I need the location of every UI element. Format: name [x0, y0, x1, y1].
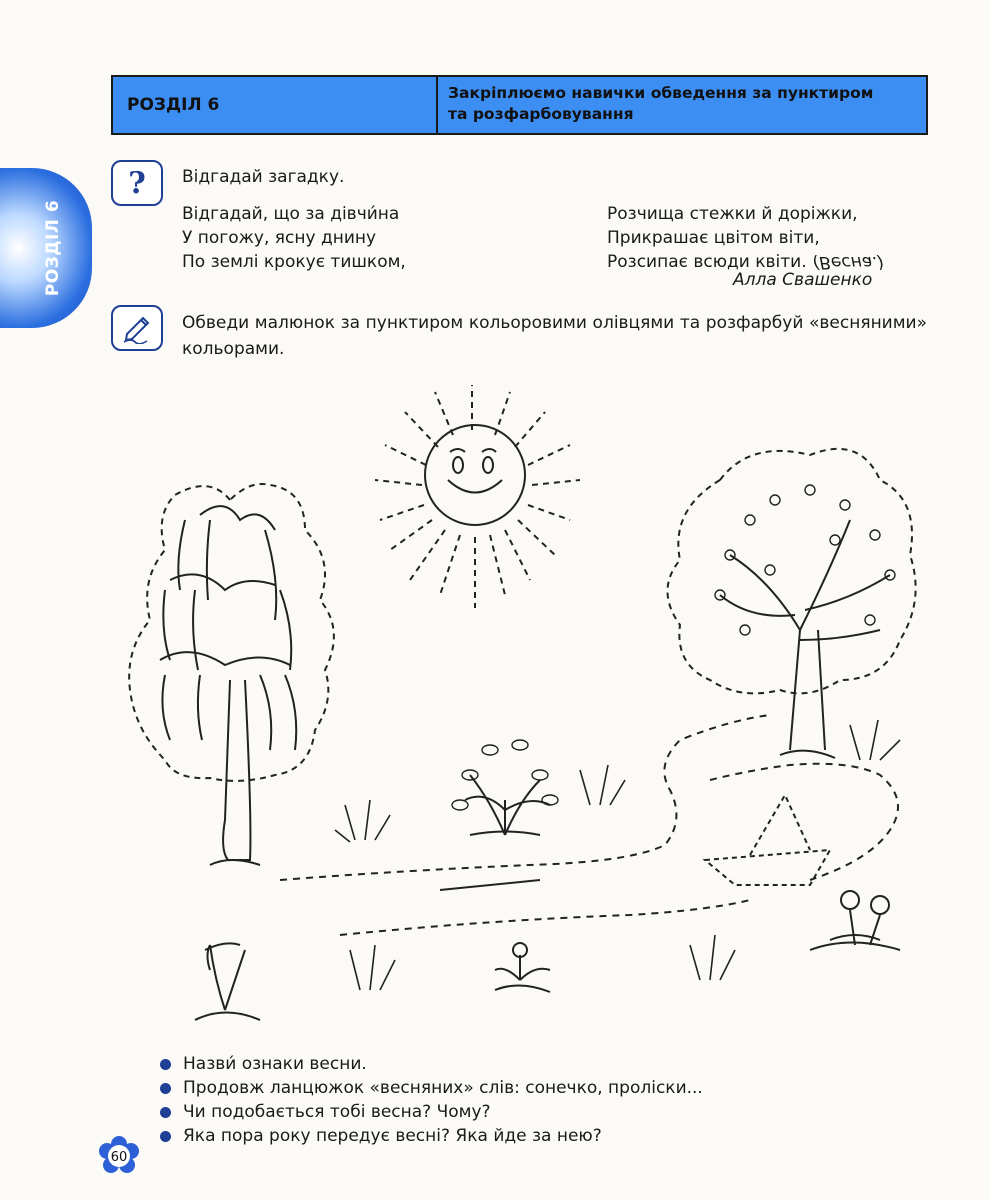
section-label: РОЗДІЛ 6: [113, 77, 438, 133]
riddle-line: По землі крокує тишком,: [182, 252, 406, 272]
bush: [452, 740, 558, 835]
task-instruction: Обведи малюнок за пунктиром кольоровими олівцями та розфарбуй «весняними» кольорами.: [182, 313, 927, 359]
snowdrop-flowers: [195, 943, 260, 1020]
riddle-right-column: [607, 202, 884, 274]
blossom-tree-outline-dashed: [668, 449, 916, 693]
riddle-line: У погожу, ясну днину: [182, 228, 377, 248]
riddle-line: Відгадай, що за дівчи́на: [182, 204, 400, 224]
riddle-author: Алла Свашенко: [733, 270, 873, 290]
river-path-dashed: [280, 715, 898, 935]
blossom-tree: [715, 485, 895, 758]
small-flower: [495, 943, 550, 992]
birch-tree: [160, 506, 296, 865]
bullet-icon: [160, 1131, 171, 1142]
riddle-line: Розчища стежки й доріжки,: [607, 204, 858, 224]
riddle-line: Розсипає всюди квіти.: [607, 252, 807, 272]
bullet-icon: [160, 1107, 171, 1118]
page-number: 60: [110, 1150, 128, 1165]
question-list: [160, 1052, 703, 1148]
list-item: Продовж ланцюжок «весняних» слів: сонечко, проліски...: [160, 1076, 703, 1100]
riddle-title: Відгадай загадку.: [182, 167, 345, 187]
section-title: [438, 77, 926, 133]
sun-rays-dashed: [375, 385, 580, 608]
section-title-line-2: та розфарбовування: [448, 105, 634, 123]
list-item: Чи подобається тобі весна? Чому?: [160, 1100, 703, 1124]
side-tab-label: РОЗДІЛ 6: [43, 199, 63, 297]
grass-tufts: [335, 720, 900, 990]
bullet-icon: [160, 1083, 171, 1094]
sun-face: [425, 425, 525, 525]
spring-coloring-illustration: [110, 380, 930, 1040]
river-wave: [440, 880, 540, 890]
birch-outline-dashed: [129, 484, 334, 781]
question-icon: ?: [111, 160, 163, 206]
page-number-flower: [97, 1135, 141, 1175]
riddle-left-column: [182, 202, 406, 274]
section-title-line-1: Закріплюємо навички обведення за пунктиром: [448, 84, 874, 102]
flower-cluster: [810, 891, 900, 950]
section-header: [111, 75, 928, 135]
list-item: Яка пора року передує весні? Яка йде за нею?: [160, 1124, 703, 1148]
riddle-answer-upside-down: (Весна.): [812, 252, 885, 272]
paper-boat: [705, 795, 830, 885]
pencil-icon: [111, 305, 163, 351]
riddle-line: Прикрашає цвітом віти,: [607, 228, 820, 248]
bullet-icon: [160, 1059, 171, 1070]
list-item: Назви́ ознаки весни.: [160, 1052, 703, 1076]
